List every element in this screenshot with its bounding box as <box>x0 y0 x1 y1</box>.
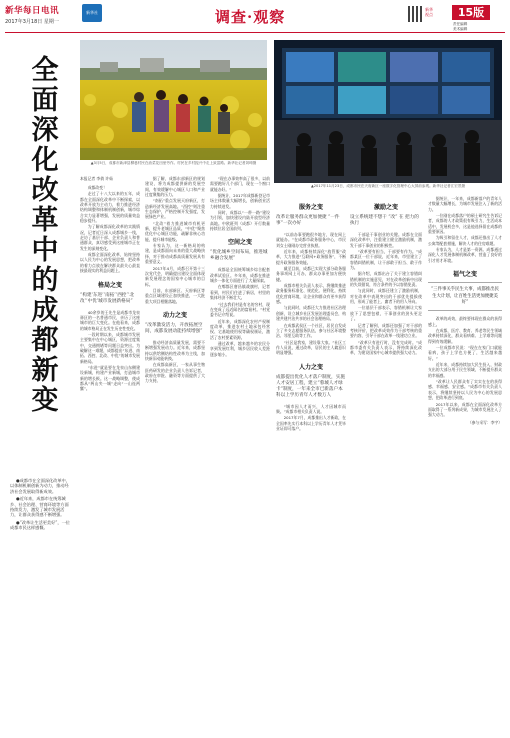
paragraph: 专家认为，这一新格局的构建，是成都面向未来的重大战略抉择，对于推动成都高质量发展具有重要意义。 <box>145 243 205 265</box>
date-line: 2017年3月18日 星期一 <box>5 19 59 25</box>
summary-bullet: ●近年来，成都市在统筹城乡、社会治理、营商环境等方面持续发力，激发了城市发展活力，让群众获得感不断增强。 <box>10 496 69 518</box>
subheading: 福气之变 <box>452 271 477 279</box>
summary-bullet: ●“改革让生活更美好”，一位成都市民这样感慨。 <box>10 519 70 531</box>
paper-name: 新华每日电讯 <box>5 6 60 16</box>
headline-char: 革 <box>31 205 59 236</box>
deck-text: 设立系统建不想干 “改” 在 把力的执行 <box>350 215 419 226</box>
paper-nameplate <box>5 4 83 25</box>
paragraph: 为了解成都深化改革的实践情况，记者近日深入成都城乡一线，走访了基层干部、企业负责人和普通群众，真切感受到这座城市正在发生的深刻变化。 <box>80 224 140 251</box>
subheading: 服务之变 <box>298 204 323 211</box>
paragraph: 记者了解到，成都还加强了对干部的考核评价，把改革成效作为干部考核的重要内容，引导干部在改革一线建功立业。 <box>350 322 422 339</box>
headline-char: 深 <box>31 115 59 146</box>
paragraph: “北改”着力推进城市有机更新，提升老城区品质。“中优”聚焦优化中心城区功能，疏解非核心功能，提升城市能级。 <box>145 220 205 242</box>
subheading: 格局之变 <box>97 281 122 289</box>
paragraph: “东进”就是要在龙泉山东侧建设新城，构建产业新城，打造城市新的增长极。这一战略调整，使成都从“两山夹一城”走向“一山连两翼”。 <box>80 364 140 392</box>
article-column-3 <box>210 176 270 732</box>
paragraph: “以前办事要跑很多地方，现在网上就能办。”在成都市政务服务中心，市民刘女士刚刚办完营业执照。 <box>276 232 346 248</box>
paragraph: 在郫都区唐昌镇战旗村，记者看到，村民们住进了新居，村里的集体经济不断壮大。 <box>210 284 270 301</box>
paragraph: 干部是干事创业的关键。成都在全面深化改革中，注重建立健全激励机制，激发干部干事创业的积极性。 <box>350 232 422 248</box>
paragraph: “改革要有担当，干部要有作为。”成都某区一位干部说，近年来，市里建立了容错纠错机制，让干部敢于担当、敢于作为。 <box>350 249 422 271</box>
article-column-1 <box>80 176 140 732</box>
paragraph: 推动经济高质量发展，需要不断增强发展动力。近年来，成都坚持以供给侧结构性改革为主线，加快新旧动能转换。 <box>145 339 205 361</box>
subheading: 动力之变 <box>162 311 187 319</box>
deck-text: “优化城乡空间布局，推进城乡融合发展” <box>210 250 268 262</box>
paragraph: “社区是我家，建设靠大家。”社区工作人员说，通过改革，居民的主人翁意识明显增强。 <box>276 339 346 356</box>
paragraph: 目前，东部新区、天府新区等重点区域建设正加快推进，一大批重大项目相继落地。 <box>145 287 205 304</box>
paragraph: 一段时期以来，成都城市发展主要集中在中心城区，资源过度集中，交通拥堵等问题日益突出。为破解这一难题，成都提出“东进、南拓、西控、北改、中优”的城市发展新格局。 <box>80 331 140 364</box>
paragraph: 通过改革，越来越多的农民分享到发展红利，城乡居民收入差距逐步缩小。 <box>210 340 270 357</box>
logo-label: 新华社 <box>86 10 98 15</box>
paragraph: 在成都，医疗、教育、养老等民生领域改革持续深化，群众看病难、上学难等问题得到有效缓解。 <box>428 328 502 344</box>
headline-char: 改 <box>31 175 59 206</box>
paragraph: 据了解，成都东部新区的规划建设，将为成都提供新的发展空间，有效缓解中心城区人口和产业过度聚集的压力。 <box>145 176 205 198</box>
paragraph: 近年来，成都持续深化“放管服”改革，大力推进“互联网+政务服务”，不断提升政务服务效能。 <box>276 249 346 265</box>
subheading: 空间之变 <box>227 239 252 247</box>
paragraph: 截至目前，成都已实现大部分政务服务事项网上可办，群众办事更加方便快捷。 <box>276 266 346 282</box>
paragraph: “现在办事效率高了很多，以前需要跑好几个部门，现在一个窗口就能办好。” <box>210 176 270 192</box>
paragraph: 在成都高新区，一家从事生物医药研发的企业负责人告诉记者，政府在审批、融资等方面提供了大力支持。 <box>145 362 205 384</box>
paragraph: 成都全面深化改革，始终坚持以人民为中心的发展思想，把改革的着力点放在解决群众最关心最直接最现实的利益问题上。 <box>80 252 140 274</box>
qr-label: 新华 视点 <box>425 7 433 17</box>
paragraph: “南拓”重点发展天府新区，打造新经济发展高地。“西控”则注重生态保护，严格控制开发强度，发展绿色产业。 <box>145 198 205 220</box>
headline-char: 化 <box>31 145 59 176</box>
paragraph: 与此同时，成都还大力推进社区治理创新，设立城乡社区发展治理委员会，构建共建共治共享的社会治理格局。 <box>276 305 346 322</box>
headline-char: 面 <box>31 85 59 116</box>
paragraph: 据统计，一年来，成都新落户的青年人才数量大幅增长，为城市发展注入了新的活力。 <box>428 196 502 212</box>
left-summary-column <box>10 478 72 533</box>
deck-text: “构建‘东进’‘南拓’‘西控’‘北改’‘中优’城市发展新格局” <box>80 292 134 304</box>
paragraph: 同时，成都以“一带一路”建设为引领，加快建设内陆开放型经济高地。中欧班列（成都）开行数量持续位居全国前列。 <box>210 210 270 232</box>
article-column-4 <box>276 196 346 732</box>
headline-char: 中 <box>31 235 59 266</box>
pull-quote: “三件事关乎民生大事，成都推出民生大计划，让百姓生活更加便捷美好” <box>428 282 502 311</box>
paragraph: “城市因人才而兴，人才因城市而聚。”成都市相关负责人说。 <box>276 403 346 414</box>
article-column-6 <box>428 196 502 732</box>
headline-char: 变 <box>31 385 59 416</box>
photo1-caption: ▲3月5日，成都市新津县柳巷村民在油菜花田里劳作。村民在乡村振兴中走上致富路。新华社记者刘坤摄 <box>90 161 257 165</box>
paragraph: 走过了十八大以来的五年，成都在全面深化改革中不断探索，以改革开放为主动力，着力推进经济结构调整和体制机制创新，城市综合实力显著增强，发展的质量效益稳步提升。 <box>80 191 140 224</box>
paragraph: 据介绍，成都出台了关于建立容错纠错机制的实施意见，对在改革创新中出现的失误错误，符合条件的予以容错免责。 <box>350 271 422 288</box>
paragraph: 成都市相关负责人表示，将继续推进政务服务标准化、规范化、便利化，持续优化营商环境，让企业和群众有更多获得感。 <box>276 283 346 305</box>
headline-char: 全 <box>31 55 59 86</box>
paragraph: 2017年7月，成都推出人才新政，在全国率先实行本科以上学历青年人才凭毕业证即可落户。 <box>276 415 346 431</box>
rapeseed-field-photo <box>80 40 267 160</box>
paragraph: 40余岁的王先生是成都市龙泉驿区的一名普通市民，亲历了这座城市的巨大变化。在他看来，成都的城市格局正在发生历史性变化。 <box>80 309 140 331</box>
qr-code-icon <box>408 6 424 22</box>
paragraph: 一位成都市民说：“现在在家门口就能看病，孩子上学也方便了，生活越来越好。” <box>428 345 502 361</box>
headline-char: 的 <box>31 265 59 296</box>
paragraph: “过去我们村是有名的穷村，现在变成了远近闻名的富裕村。”村党委书记介绍说。 <box>210 301 270 318</box>
summary-bullet: ●成都市在全面深化改革中，以体制机制创新为动力，推动经济社会发展取得新成效。 <box>10 478 70 494</box>
paragraph: 与此同时，成都还建立了激励机制，对在改革中表现突出的干部优先提拔使用，形成了能者上、庸者下的用人导向。 <box>350 288 422 305</box>
byline: 本报记者 李倩 许茹 <box>80 176 113 181</box>
paragraph: 成都是全国统筹城乡综合配套改革试验区。多年来，成都在推进城乡一体化方面进行了大量探索。 <box>210 267 270 284</box>
paragraph: 2017年以来，成都在全面深化改革方面取得了一系列新成果，为城市发展注入了强大动力。 <box>428 401 502 418</box>
paragraph: 近年来，成都深化农村产权制度改革，推进农村土地承包经营权、宅基地使用权等确权颁证，激活了农村要素资源。 <box>210 318 270 340</box>
masthead-rule <box>5 32 505 33</box>
deck-text: 改革让服务群众更加便捷 “一件事”一次办好 <box>276 215 340 226</box>
headline-char: 都 <box>31 325 59 356</box>
contributor-credit: （参与采写：李宇） <box>467 419 502 425</box>
photo2-caption: ▲2017年11月23日，成都市民在天府新区一座数字化管理中心大屏前参观。新华社记者江宏景摄 <box>310 184 466 188</box>
paragraph: 专家认为，人才是第一资源。成都通过深化人才发展体制机制改革，营造了良好的引才用才环境。 <box>428 247 502 263</box>
page-number-badge: 15版 <box>452 5 490 20</box>
article-column-2 <box>145 176 205 732</box>
paragraph: “改革让人民群众有了实实在在的获得感、幸福感、安全感。”成都市有关负责人表示，将继续坚持以人民为中心的发展思想，把改革进行到底。 <box>428 379 502 401</box>
xinhua-logo <box>82 4 102 22</box>
headline-char: 新 <box>31 355 59 386</box>
subheading: 激励之变 <box>373 204 398 211</box>
deck-text: 成都提出优化人才落户制度，实施人才安居工程，建立“蓉城人才绿卡”制度，一年来全市已新落户本科以上学历青年人才数万人 <box>276 374 345 398</box>
paragraph: 近年来，成都持续加大民生投入，财政支出的大部分用于民生领域，不断提升群众的幸福感。 <box>428 362 502 378</box>
deck-text: “改革激发活力，开放拓展空间，成都发展动能持续增强” <box>145 322 203 334</box>
editor-line: 责任编辑 美术编辑 <box>453 22 468 31</box>
paragraph: 一位基层干部表示，容错机制让大家放下了思想包袱，干事创业的劲头更足了。 <box>350 305 422 322</box>
paragraph: 一位刚在成都落户的硕士研究生告诉记者，成都的人才政策很有吸引力，生活成本适中，发展机会多，这是他选择留在成都的重要原因。 <box>428 213 502 235</box>
paragraph: 成都改变！ <box>87 185 107 190</box>
paragraph: 在成都武侯区一个社区，居民自发成立了多支志愿服务队伍，参与社区环境整治、邻里互助等工作。 <box>276 322 346 339</box>
vertical-headline <box>24 56 66 416</box>
paragraph: 据统计，2017年成都新登记市场主体数量大幅增长，创新创业活力持续迸发。 <box>210 193 270 209</box>
control-center-photo <box>274 40 502 183</box>
headline-char: 成 <box>31 295 59 326</box>
subheading: 人力之变 <box>298 363 323 371</box>
paragraph: “改革只有进行时，没有完成时。”成都市委有关负责人表示，将持续深化改革，为建设国家中心城市提供强大动力。 <box>350 339 422 356</box>
masthead <box>0 0 510 38</box>
paragraph: 2017年4月，成都召开第十三次党代会，明确提出建设全面体现新发展理念的国家中心城市的目标。 <box>145 265 205 287</box>
paragraph: 改革的成效，最终要体现在群众的获得感上。 <box>428 316 502 327</box>
section-title: 调查·观察 <box>215 8 286 26</box>
paragraph: 为吸引和留住人才，成都还推出了人才公寓等配套措施，解决人才的住房难题。 <box>428 235 502 246</box>
article-column-5 <box>350 196 422 732</box>
